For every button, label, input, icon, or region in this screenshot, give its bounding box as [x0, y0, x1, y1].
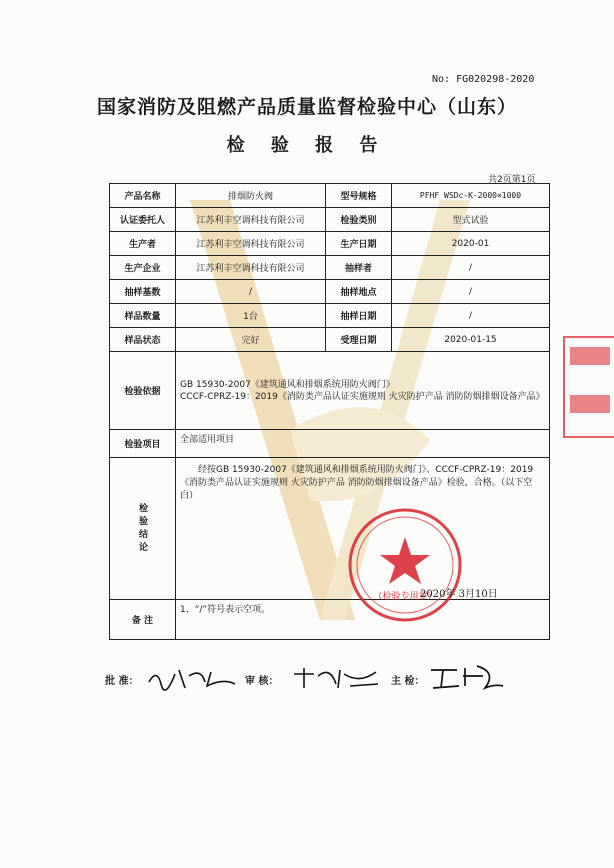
accept-date-value: 2020-01-15 [392, 328, 550, 352]
basis-line-1: GB 15930-2007《建筑通风和排烟系统用防火阀门》 [180, 379, 395, 390]
table-row [110, 328, 550, 352]
client-value: 江苏利丰空调科技有限公司 [176, 208, 326, 232]
seal-text: （检验专用章） [373, 592, 437, 602]
report-title: 国家消防及阻燃产品质量监督检验中心（山东） [96, 96, 517, 118]
remarks-value: 1、“/”符号表示空项。 [176, 600, 550, 640]
table-row [110, 430, 550, 458]
basis-line-2: CCCF-CPRZ-19：2019《消防类产品认证实施规则 火灾防护产品 消防防烟排烟设备产品》 [180, 391, 545, 402]
inspection-type-value: 型式试验 [392, 208, 550, 232]
sign-date: 2020年 3月10日 [420, 589, 498, 600]
product-name-label: 产品名称 [110, 184, 176, 208]
table-row [110, 232, 550, 256]
main-inspector-label: 主 检： [391, 676, 425, 687]
accept-date-label: 受理日期 [326, 328, 392, 352]
sample-base-label: 抽样基数 [110, 280, 176, 304]
page-count: 共2页第1页 [488, 175, 536, 185]
sample-state-label: 样品状态 [110, 328, 176, 352]
sample-qty-value: 1台 [176, 304, 326, 328]
conclusion-label-cell [110, 458, 176, 600]
side-stamp [560, 335, 614, 440]
table-row [110, 280, 550, 304]
table-row [110, 208, 550, 232]
inspection-type-label: 检验类别 [326, 208, 392, 232]
conclusion-label: 检验结论 [137, 502, 147, 555]
report-number: No: FG020298-2020 [432, 74, 535, 85]
table-row [110, 458, 550, 600]
product-name: 排烟防火阀 [176, 184, 326, 208]
sample-date-value: / [392, 304, 550, 328]
factory-label: 生产企业 [110, 256, 176, 280]
remarks-label: 备 注 [110, 600, 176, 640]
client-label: 认证委托人 [110, 208, 176, 232]
inspection-seal [345, 505, 465, 625]
report-subtitle: 检 验 报 告 [226, 135, 388, 156]
approve-signature [145, 664, 240, 692]
factory-value: 江苏利丰空调科技有限公司 [176, 256, 326, 280]
approve-label: 批 准： [105, 676, 139, 687]
table-row [110, 600, 550, 640]
review-signature [290, 664, 385, 692]
table-row [110, 256, 550, 280]
model-value: PFHF WSDc-K-2000×1000 [392, 184, 550, 208]
sample-base-value: / [176, 280, 326, 304]
basis-value [176, 352, 550, 430]
table-row [110, 184, 550, 208]
sampler-label: 抽样者 [326, 256, 392, 280]
producer-label: 生产者 [110, 232, 176, 256]
table-row [110, 304, 550, 328]
table-row [110, 352, 550, 430]
review-label: 审 核： [245, 676, 279, 687]
sampler-value: / [392, 256, 550, 280]
items-value: 全部适用项目 [176, 430, 550, 458]
production-date-label: 生产日期 [326, 232, 392, 256]
items-label: 检验项目 [110, 430, 176, 458]
conclusion-text: 经按GB 15930-2007《建筑通风和排烟系统用防火阀门》、CCCF-CPRZ-19：2019《消防类产品认证实施规则 火灾防护产品 消防防烟排烟设备产品》检验，合格。（以下空白） [180, 465, 534, 501]
producer-value: 江苏利丰空调科技有限公司 [176, 232, 326, 256]
model-label: 型号规格 [326, 184, 392, 208]
production-date-value: 2020-01 [392, 232, 550, 256]
sample-location-label: 抽样地点 [326, 280, 392, 304]
basis-label: 检验依据 [110, 352, 176, 430]
report-table [109, 183, 550, 640]
sample-state-value: 完好 [176, 328, 326, 352]
sample-qty-label: 样品数量 [110, 304, 176, 328]
sample-location-value: / [392, 280, 550, 304]
sample-date-label: 抽样日期 [326, 304, 392, 328]
main-inspector-signature [427, 662, 507, 692]
